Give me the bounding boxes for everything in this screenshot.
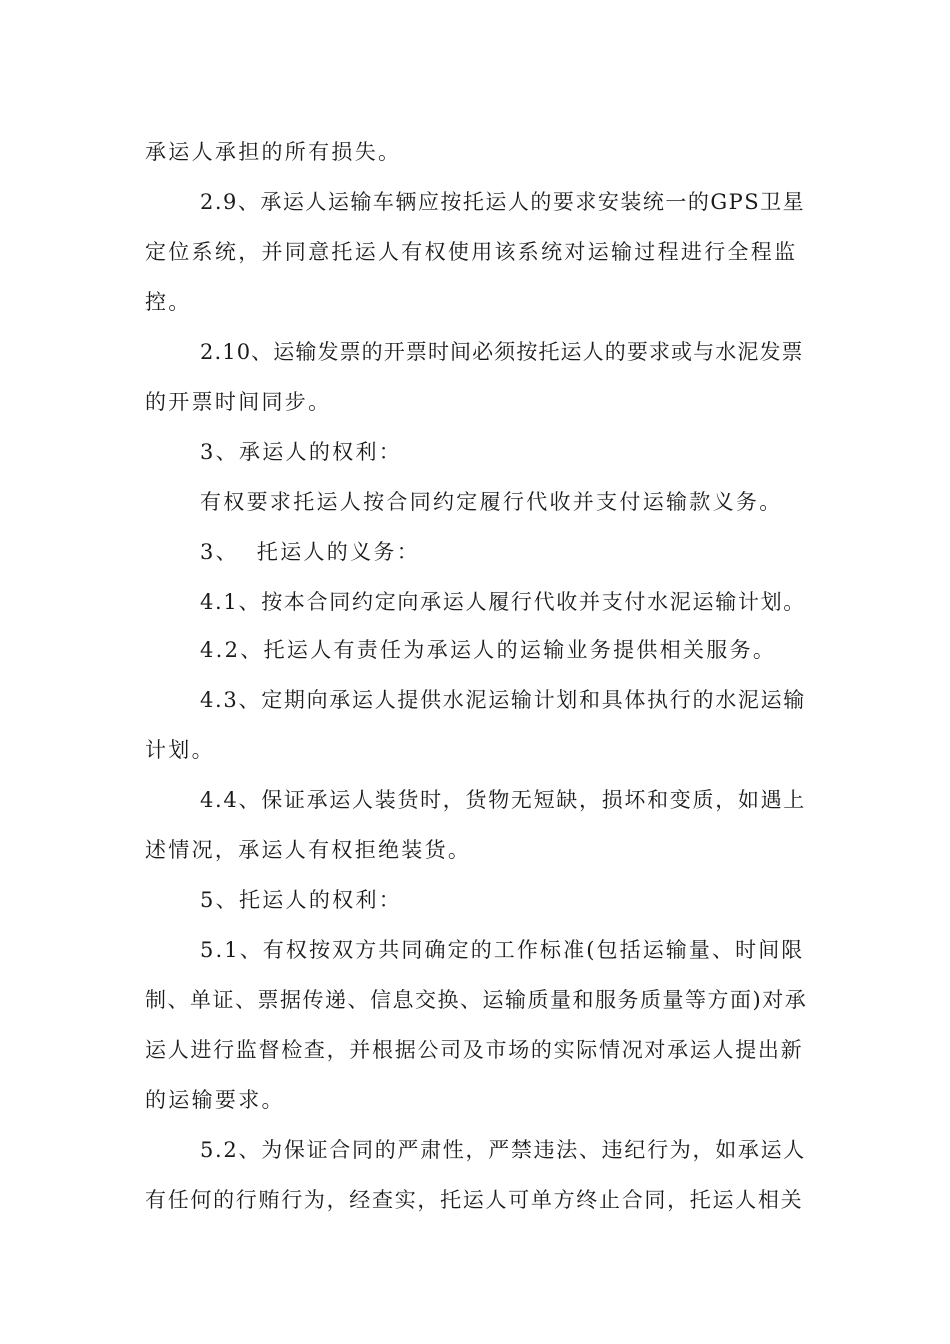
paragraph-line: 4.3、定期向承运人提供水泥运输计划和具体执行的水泥运输 [200, 688, 806, 712]
paragraph-line: 承运人承担的所有损失。 [145, 140, 402, 164]
paragraph-line: 5.1、有权按双方共同确定的工作标准(包括运输量、时间限 [200, 938, 805, 962]
paragraph-line: 的开票时间同步。 [145, 390, 332, 414]
section-heading: 3、承运人的权利： [200, 440, 403, 464]
paragraph-line: 运人进行监督检查，并根据公司及市场的实际情况对承运人提出新 [145, 1038, 804, 1062]
paragraph-line: 述情况，承运人有权拒绝装货。 [145, 838, 472, 862]
paragraph-line: 5.2、为保证合同的严肃性，严禁违法、违纪行为，如承运人 [200, 1138, 806, 1162]
paragraph-line: 的运输要求。 [145, 1088, 285, 1112]
paragraph-line: 4.4、保证承运人装货时，货物无短缺，损坏和变质，如遇上 [200, 788, 806, 812]
paragraph-line: 2.9、承运人运输车辆应按托运人的要求安装统一的GPS卫星 [200, 190, 806, 214]
paragraph-line: 4.2、托运人有责任为承运人的运输业务提供相关服务。 [200, 638, 777, 662]
paragraph-line: 有任何的行贿行为，经查实，托运人可单方终止合同，托运人相关 [145, 1188, 804, 1212]
paragraph-line: 2.10、运输发票的开票时间必须按托运人的要求或与水泥发票 [200, 340, 804, 364]
section-heading: 5、托运人的权利： [200, 888, 403, 912]
paragraph-line: 控。 [145, 290, 192, 314]
paragraph-line: 计划。 [145, 738, 215, 762]
paragraph-line: 有权要求托运人按合同约定履行代收并支付运输款义务。 [200, 490, 783, 514]
section-heading: 3、 托运人的义务： [200, 540, 421, 564]
paragraph-line: 定位系统，并同意托运人有权使用该系统对运输过程进行全程监 [145, 240, 798, 264]
paragraph-line: 4.1、按本合同约定向承运人履行代收并支付水泥运输计划。 [200, 590, 806, 614]
paragraph-line: 制、单证、票据传递、信息交换、运输质量和服务质量等方面)对承 [145, 988, 808, 1012]
